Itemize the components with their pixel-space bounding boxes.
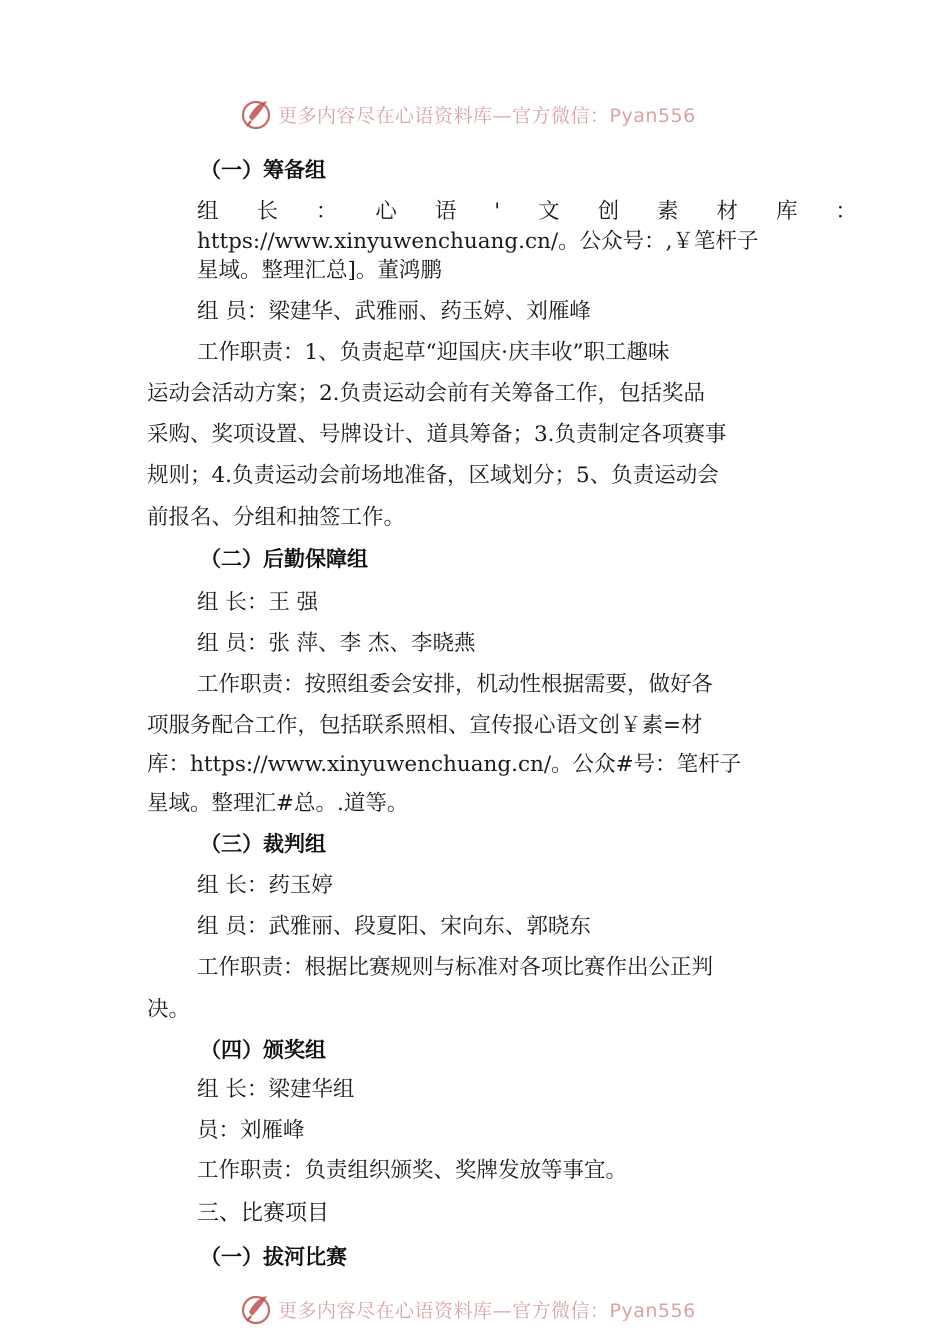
char: 库 [775, 199, 798, 224]
prep-duty-line: 工作职责：1、负责起草“迎国庆·庆丰收”职工趣味 [197, 340, 670, 365]
logistics-duty-line: 项服务配合工作，包括联系照相、宣传报心语文创￥素=材 [147, 713, 703, 738]
char: 长 [256, 199, 278, 224]
char: 创 [597, 199, 620, 224]
award-members: 员：刘雁峰 [197, 1118, 305, 1143]
logistics-members: 组 员：张 萍、李 杰、李晓燕 [197, 631, 476, 656]
char: 材 [716, 199, 738, 224]
prep-duty-line: 运动会活动方案；2.负责运动会前有关筹备工作，包括奖品 [147, 381, 706, 406]
watermark-text: 更多内容尽在心语资料库—官方微信：Pyan556 [278, 104, 696, 127]
award-group-heading: （四）颁奖组 [200, 1038, 326, 1062]
prep-members: 组 员：梁建华、武雅丽、药玉婷、刘雁峰 [197, 299, 591, 324]
referee-group-heading: （三）裁判组 [200, 832, 326, 856]
prep-duty-line: 采购、奖项设置、号牌设计、道具筹备；3.负责制定各项赛事 [147, 422, 727, 447]
watermark-text: 更多内容尽在心语资料库—官方微信：Pyan556 [278, 1299, 696, 1322]
char: 语 [434, 199, 457, 224]
char: 组 [197, 199, 219, 224]
logistics-duty-line: 库：https://www.xinyuwenchuang.cn/。公众#号：笔杆子 [147, 752, 742, 777]
tug-of-war-heading: （一）拔河比赛 [200, 1245, 347, 1269]
char: ： [315, 199, 338, 224]
prep-leader-line [197, 197, 857, 227]
watermark-banner-top [240, 96, 760, 132]
logo-icon [240, 97, 274, 131]
logistics-leader: 组 长：王 强 [197, 590, 319, 615]
prep-duty-line: 前报名、分组和抽签工作。 [147, 505, 406, 530]
watermark-banner-bottom [240, 1291, 760, 1327]
char: 心 [375, 199, 397, 224]
award-duty: 工作职责：负责组织颁奖、奖牌发放等事宜。 [197, 1158, 628, 1183]
referee-leader: 组 长：药玉婷 [197, 873, 333, 898]
logistics-group-heading: （二）后勤保障组 [200, 547, 368, 571]
prep-group-heading: （一）筹备组 [200, 158, 326, 182]
events-section-heading: 三、比赛项目 [197, 1201, 330, 1226]
prep-leader-line-3: 星域。整理汇总]。董鸿鹏 [197, 258, 442, 283]
char: ： [835, 199, 857, 224]
logo-icon [240, 1292, 274, 1326]
char: 素 [657, 199, 679, 224]
referee-members: 组 员：武雅丽、段夏阳、宋向东、郭晓东 [197, 914, 591, 939]
prep-duty-line: 规则；4.负责运动会前场地准备，区域划分；5、负责运动会 [147, 463, 719, 488]
logistics-duty-line: 星域。整理汇#总。.道等。 [147, 791, 409, 816]
char: ' [494, 199, 501, 224]
award-leader: 组 长：梁建华组 [197, 1077, 355, 1102]
referee-duty-line: 工作职责：根据比赛规则与标准对各项比赛作出公正判 [197, 955, 714, 980]
prep-leader-line-2: https://www.xinyuwenchuang.cn/。公众号：,￥笔杆子 [197, 229, 759, 254]
logistics-duty-line: 工作职责：按照组委会安排，机动性根据需要，做好各 [197, 672, 714, 697]
referee-duty-line: 决。 [147, 997, 191, 1022]
char: 文 [538, 199, 560, 224]
